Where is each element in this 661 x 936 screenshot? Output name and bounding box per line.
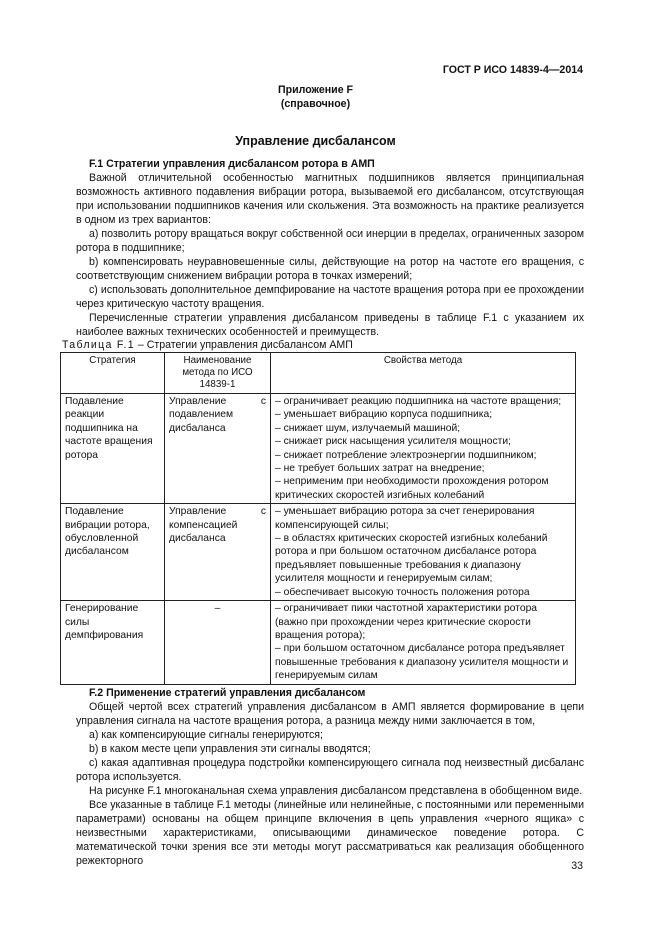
property-line: – ограничивает пики частотной характеристики ротора (важно при прохождении через критические скорости вращения ротора);: [275, 603, 538, 641]
list-item: a) как компенсирующие сигналы генерируются;: [89, 729, 323, 741]
page-title: Управление дисбалансом: [235, 134, 396, 148]
table-caption-text: – Стратегии управления дисбалансом АМП: [134, 339, 353, 351]
property-line: – уменьшает вибрацию корпуса подшипника;: [275, 409, 493, 421]
property-line: – снижает шум, излучаемый машиной;: [275, 422, 461, 434]
section-f1-intro: Важной отличительной особенностью магнитных подшипников является принципиальная возможность активного подавления вибрации ротора, вызываемой его дисбалансом, отсутствующая при использовании подшипников качения или скольжения. Эта возможность на практике реализуется в одном из трех вариантов:: [76, 172, 584, 226]
property-line: – неприменим при необходимости прохождения ротором критических скоростей изгибных колебаний: [275, 476, 549, 501]
properties-cell: [271, 504, 576, 601]
property-line: – в областях критических скоростей изгибных колебаний ротора и при большом остаточном дисбалансе ротора предъявляет повышенные требования к диапазону усилителя мощности и генерируемым силам;: [275, 533, 548, 585]
appendix-label: Приложение F: [278, 84, 353, 96]
property-line: – ограничивает реакцию подшипника на частоте вращения;: [275, 396, 562, 407]
property-line: – обеспечивает высокую точность положения ротора: [275, 586, 530, 598]
section-f2-intro: Общей чертой всех стратегий управления дисбалансом в АМП является формирование в цепи управления сигнала на частоте вращения ротора, а разница между ними заключается в том,: [76, 701, 584, 727]
list-item: a) позволить ротору вращаться вокруг собственной оси инерции в пределах, ограниченных зазором ротора в подшипнике;: [76, 228, 584, 254]
section-f2: [76, 686, 584, 868]
appendix-kind: (справочное): [280, 98, 351, 110]
standard-code: ГОСТ Р ИСО 14839-4—2014: [442, 64, 583, 76]
table-header-row: [61, 353, 576, 394]
table-row: [61, 394, 576, 504]
section-f2-heading: F.2 Применение стратегий управления дисбалансом: [89, 687, 366, 699]
column-header-method: Наименование метода по ИСО 14839-1: [165, 353, 271, 394]
properties-cell: [271, 601, 576, 684]
section-f2-paragraph: Все указанные в таблице F.1 методы (линейные или нелинейные, с постоянными или переменными параметрами) основаны на общем принципе включения в цепь управления «черного ящика» с неизвестными характеристиками, описывающими динамическое поведение ротора. С математической точки зрения все эти методы могут рассматриваться как реализация обобщенного режекторного: [76, 799, 584, 867]
table-caption: [62, 338, 353, 352]
section-f1: [76, 157, 584, 339]
method-cell: Управление с подавлением дисбаланса: [165, 394, 271, 504]
appendix-heading: [0, 83, 631, 111]
property-line: – при большом остаточном дисбалансе ротора предъявляет повышенные требования к диапазону усилителя мощности и генерируемым силам: [275, 643, 569, 682]
table-row: [61, 504, 576, 601]
strategy-cell: Подавление реакции подшипника на частоте вращения ротора: [61, 394, 165, 504]
method-cell: Управление с компенсацией дисбаланса: [165, 504, 271, 601]
list-item: b) в каком месте цепи управления эти сигналы вводятся;: [89, 743, 371, 755]
property-line: – снижает потребление электроэнергии подшипником;: [275, 449, 537, 461]
method-cell: –: [165, 601, 271, 684]
strategies-table: [60, 352, 576, 685]
property-line: – уменьшает вибрацию ротора за счет генерирования компенсирующей силы;: [275, 506, 535, 531]
strategy-cell: Подавление вибрации ротора, обусловленной дисбалансом: [61, 504, 165, 601]
properties-cell: [271, 394, 576, 504]
column-header-properties: Свойства метода: [271, 353, 576, 394]
table-caption-label: Таблица F.1: [62, 339, 135, 351]
section-f1-after: Перечисленные стратегии управления дисбалансом приведены в таблице F.1 с указанием их наиболее важных технических особенностей и преимуществ.: [76, 312, 584, 338]
property-line: – снижает риск насыщения усилителя мощности;: [275, 436, 511, 448]
section-f2-paragraph: На рисунке F.1 многоканальная схема управления дисбалансом представлена в обобщенном виде.: [89, 785, 583, 797]
property-line: – не требует больших затрат на внедрение;: [275, 463, 485, 475]
table-row: [61, 601, 576, 684]
list-item: c) какая адаптивная процедура подстройки компенсирующего сигнала под неизвестный дисбаланс ротора используется.: [76, 757, 584, 783]
list-item: b) компенсировать неуравновешенные силы, действующие на ротор на частоте его вращения, с соответствующим снижением вибрации ротора в точках измерений;: [76, 256, 584, 282]
column-header-strategy: Стратегия: [61, 353, 165, 394]
strategy-cell: Генерирование силы демпфирования: [61, 601, 165, 684]
list-item: c) использовать дополнительное демпфирование на частоте вращения ротора при ее прохождении через критическую частоту вращения.: [76, 284, 584, 310]
section-f1-heading: F.1 Стратегии управления дисбалансом ротора в АМП: [89, 158, 375, 170]
page-number: 33: [571, 860, 583, 872]
